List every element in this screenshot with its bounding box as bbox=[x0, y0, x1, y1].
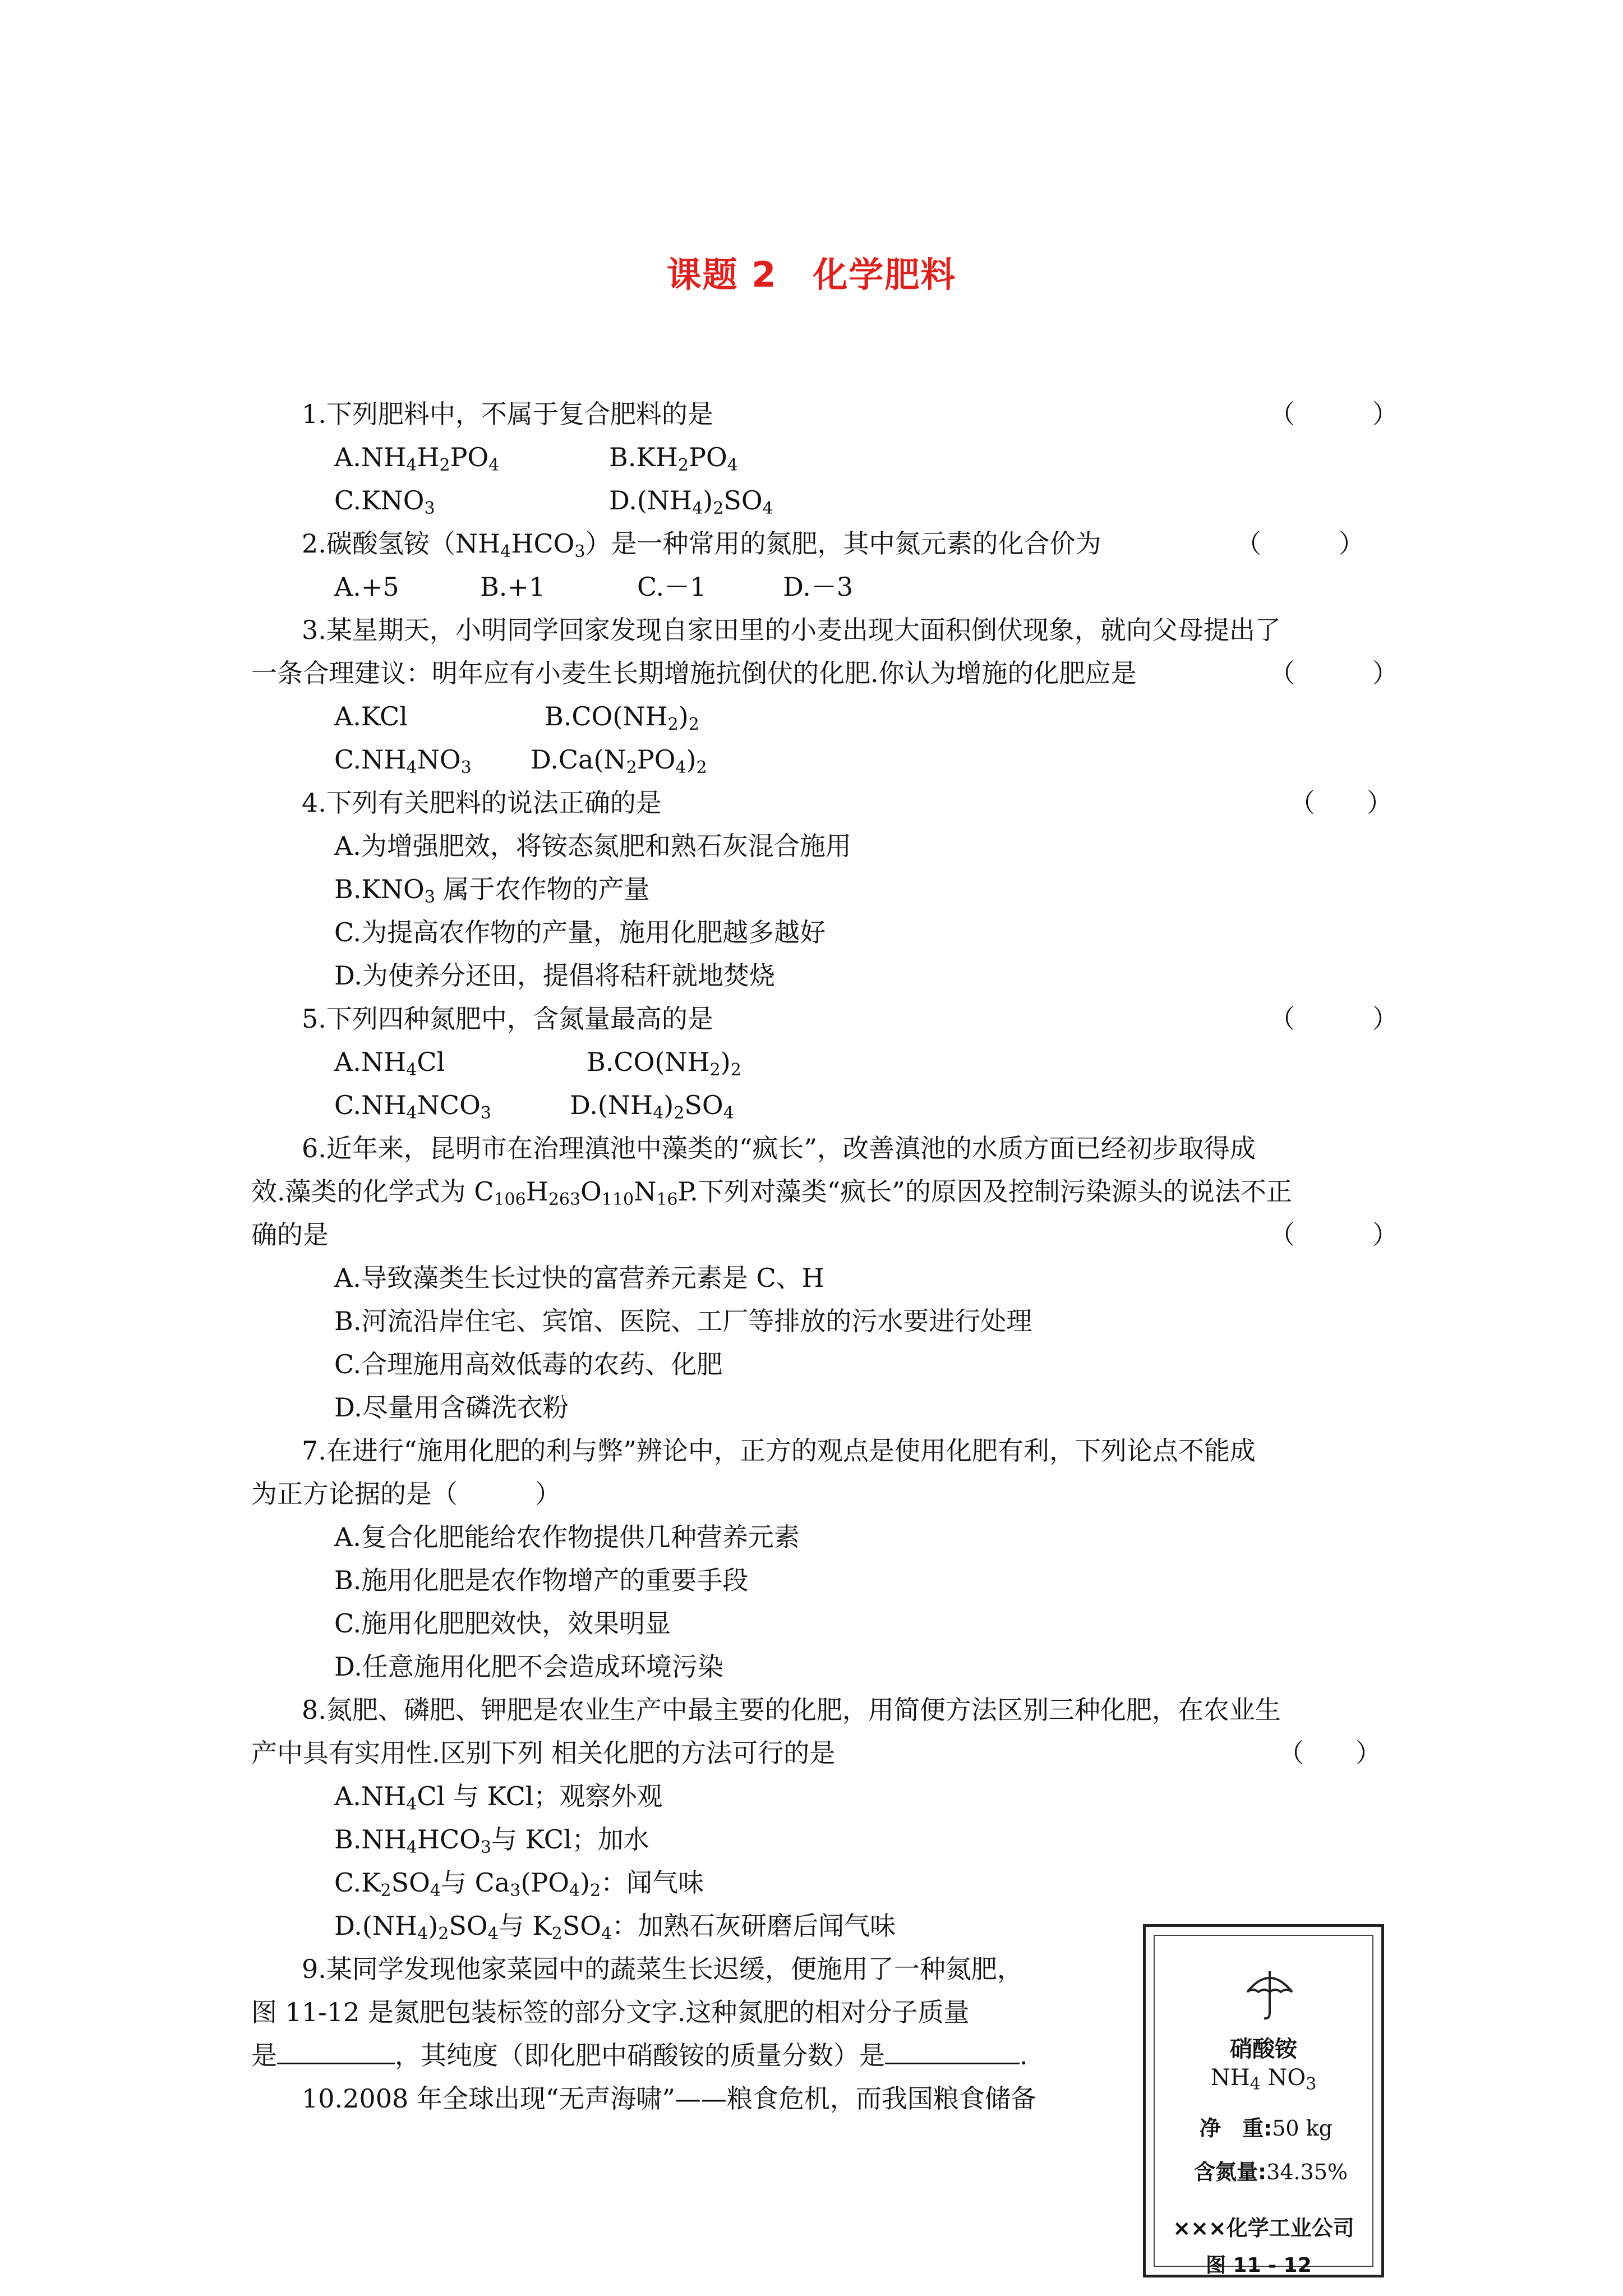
answer-paren: （ ） bbox=[1278, 1738, 1381, 1768]
option-b: $B.CO(NH_2)_2$ bbox=[545, 701, 699, 734]
question-8-option-d: $D.(NH_4)_2SO_4$与 $K_2SO_4$：加熟石灰研磨后闻气味 bbox=[334, 1911, 896, 1944]
question-10-line-1: 10.2008 年全球出现“无声海啸”——粮食危机，而我国粮食储备 bbox=[302, 2083, 1036, 2114]
answer-blank-purity[interactable] bbox=[885, 2035, 1020, 2064]
figure-caption: 图 11 - 12 bbox=[1206, 2254, 1312, 2277]
question-3-options-row-1 bbox=[251, 695, 1398, 738]
question-8-line-2: 产中具有实用性.区别下列 相关化肥的方法可行的是 （ ） bbox=[251, 1732, 1398, 1775]
question-6-line-1: 6.近年来，昆明市在治理滇池中藻类的“疯长”，改善滇池的水质方面已经初步取得成 bbox=[302, 1133, 1256, 1163]
fertilizer-label bbox=[1143, 1924, 1384, 2277]
option-a: A.KCl bbox=[334, 701, 408, 731]
option-c: $C.NH_4NO_3$ bbox=[334, 744, 472, 777]
label-nitrogen-content: 含氮量:34.35% bbox=[1194, 2160, 1348, 2184]
question-1-text: 1.下列肥料中，不属于复合肥料的是 bbox=[302, 399, 713, 429]
label-formula: $NH_4$ $NO_3$ bbox=[1210, 2065, 1317, 2094]
question-7-option-d: D.任意施用化肥不会造成环境污染 bbox=[334, 1651, 723, 1682]
question-6-line-3: 确的是 （ ） bbox=[251, 1213, 1398, 1257]
question-1-options-row-2 bbox=[251, 479, 1398, 522]
umbrella-icon bbox=[1242, 1967, 1298, 2023]
question-4-stem: 4.下列有关肥料的说法正确的是 （ ） bbox=[251, 781, 1398, 825]
question-5-options-row-1 bbox=[251, 1041, 1398, 1084]
question-6-option-a: A.导致藻类生长过快的富营养元素是 C、H bbox=[334, 1263, 824, 1293]
option-d: D.－3 bbox=[783, 572, 854, 602]
question-5-stem: 5.下列四种氮肥中，含氮量最高的是 （ ） bbox=[251, 997, 1398, 1041]
option-d: $D.Ca(N_2PO_4)_2$ bbox=[531, 744, 707, 777]
option-b: $B.KH_2PO_4$ bbox=[609, 442, 738, 475]
option-a: A.+5 bbox=[334, 572, 399, 602]
question-3-line-2: 一条合理建议：明年应有小麦生长期增施抗倒伏的化肥.你认为增施的化肥应是 （ ） bbox=[251, 652, 1398, 695]
question-6-option-b: B.河流沿岸住宅、宾馆、医院、工厂等排放的污水要进行处理 bbox=[334, 1306, 1032, 1336]
question-3-line-1: 3.某星期天，小明同学回家发现自家田里的小麦出现大面积倒伏现象，就向父母提出了 bbox=[302, 615, 1281, 645]
question-8-line-1: 8.氮肥、磷肥、钾肥是农业生产中最主要的化肥，用简便方法区别三种化肥，在农业生 bbox=[302, 1695, 1281, 1725]
label-product-name: 硝酸铵 bbox=[1230, 2036, 1297, 2062]
question-7-option-c: C.施用化肥肥效快，效果明显 bbox=[334, 1608, 671, 1639]
question-9-line-1: 9.某同学发现他家菜园中的蔬菜生长迟缓，便施用了一种氮肥， bbox=[302, 1954, 1023, 1984]
question-9-line-2: 图 11-12 是氮肥包装标签的部分文字.这种氮肥的相对分子质量 bbox=[251, 1997, 970, 2027]
option-d: $D.(NH_4)_2SO_4$ bbox=[570, 1090, 734, 1123]
question-1-options-row-1 bbox=[251, 436, 1398, 479]
question-6-option-d: D.尽量用含磷洗衣粉 bbox=[334, 1392, 569, 1423]
answer-paren: （ ） bbox=[1289, 788, 1393, 818]
question-8-option-c: $C.K_2SO_4$与 $Ca_3(PO_4)_2$：闻气味 bbox=[334, 1867, 704, 1901]
page-title: 课题 2 化学肥料 bbox=[666, 254, 957, 295]
question-8-option-b: $B.NH_4HCO_3$与 KCl；加水 bbox=[334, 1824, 649, 1857]
question-4-option-c: C.为提高农作物的产量，施用化肥越多越好 bbox=[334, 917, 826, 947]
question-4-option-a: A.为增强肥效，将铵态氮肥和熟石灰混合施用 bbox=[334, 831, 851, 861]
question-2-options bbox=[251, 565, 1398, 609]
question-7-line-1: 7.在进行“施用化肥的利与弊”辨论中，正方的观点是使用化肥有利，下列论点不能成 bbox=[302, 1435, 1256, 1466]
option-a: $A.NH_4Cl$ bbox=[334, 1047, 445, 1080]
question-7-option-b: B.施用化肥是农作物增产的重要手段 bbox=[334, 1565, 749, 1595]
option-b: $B.CO(NH_2)_2$ bbox=[587, 1047, 741, 1080]
label-company: ×××化学工业公司 bbox=[1173, 2216, 1354, 2240]
question-7-line-2: 为正方论据的是（ ） bbox=[251, 1479, 561, 1509]
option-a: $A.NH_4H_2PO_4$ bbox=[334, 442, 500, 475]
question-1-stem bbox=[251, 393, 1398, 436]
answer-paren: （ ） bbox=[1269, 658, 1398, 688]
answer-paren: （ ） bbox=[1269, 399, 1398, 429]
question-9-line-3: 是 ，其纯度（即化肥中硝酸铵的质量分数）是 . bbox=[251, 2034, 1398, 2077]
question-5-options-row-2 bbox=[251, 1084, 1398, 1127]
answer-paren: （ ） bbox=[1269, 1220, 1398, 1250]
fertilizer-label-inner-border bbox=[1154, 1935, 1373, 2267]
question-list bbox=[251, 393, 1398, 2120]
option-c: $C.KNO_3$ bbox=[334, 485, 435, 518]
question-7-option-a: A.复合化肥能给农作物提供几种营养元素 bbox=[334, 1522, 800, 1552]
question-6-line-2: 效.藻类的化学式为 $C_{106}H_{263}O_{110}N_{16}P$.下列对藻类“疯长”的原因及控制污染源头的说法不正 bbox=[251, 1176, 1292, 1209]
option-d: $D.(NH_4)_2SO_4$ bbox=[609, 485, 773, 518]
question-2-stem: 2.碳酸氢铵$(NH_4HCO_3)$是一种常用的氮肥，其中氮元素的化合价为 （ ） bbox=[251, 522, 1398, 565]
question-6-option-c: C.合理施用高效低毒的农药、化肥 bbox=[334, 1349, 723, 1379]
question-8-option-a: $A.NH_4Cl$ 与 KCl；观察外观 bbox=[334, 1781, 663, 1814]
question-3-options-row-2 bbox=[251, 738, 1398, 781]
question-4-option-d: D.为使养分还田，提倡将秸秆就地焚烧 bbox=[334, 960, 775, 991]
answer-blank-molecular-mass[interactable] bbox=[277, 2035, 395, 2064]
answer-paren: （ ） bbox=[1235, 528, 1364, 559]
option-c: C.－1 bbox=[637, 572, 707, 602]
option-c: $C.NH_4NCO_3$ bbox=[334, 1090, 491, 1123]
question-4-option-b: $B.KNO_3$ 属于农作物的产量 bbox=[334, 874, 650, 907]
label-net-weight: 净 重:50 kg bbox=[1200, 2116, 1332, 2141]
option-b: B.+1 bbox=[480, 572, 546, 602]
answer-paren: （ ） bbox=[1269, 1004, 1398, 1034]
